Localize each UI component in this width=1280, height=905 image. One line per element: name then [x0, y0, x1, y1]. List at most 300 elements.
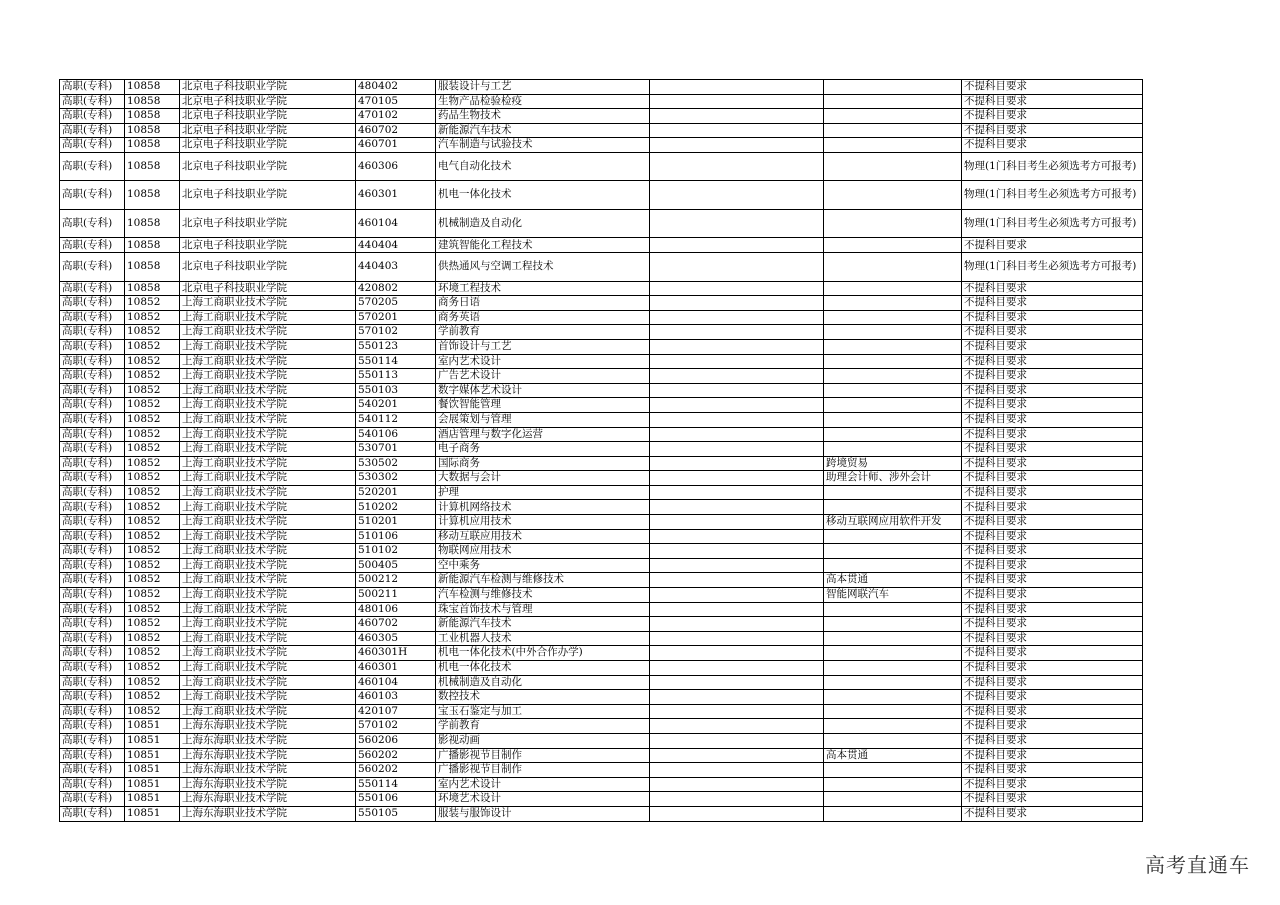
- note-cell: [650, 792, 824, 807]
- level-cell: 高职(专科): [60, 109, 125, 124]
- direction-cell: [824, 383, 962, 398]
- school-code-cell: 10852: [125, 646, 180, 661]
- note-cell: [650, 325, 824, 340]
- direction-cell: [824, 412, 962, 427]
- school-code-cell: 10852: [125, 558, 180, 573]
- direction-cell: [824, 109, 962, 124]
- direction-cell: [824, 369, 962, 384]
- table-row: [60, 777, 1143, 792]
- major-name-cell: 新能源汽车技术: [436, 123, 650, 138]
- major-code-cell: 520201: [356, 485, 436, 500]
- school-name-cell: 上海东海职业技术学院: [180, 792, 356, 807]
- major-name-cell: 商务英语: [436, 310, 650, 325]
- direction-cell: 高本贯通: [824, 573, 962, 588]
- major-name-cell: 药品生物技术: [436, 109, 650, 124]
- school-name-cell: 北京电子科技职业学院: [180, 109, 356, 124]
- level-cell: 高职(专科): [60, 354, 125, 369]
- table-row: [60, 719, 1143, 734]
- subject-requirement-cell: 不提科目要求: [962, 748, 1143, 763]
- school-code-cell: 10858: [125, 253, 180, 282]
- subject-requirement-cell: 不提科目要求: [962, 544, 1143, 559]
- note-cell: [650, 529, 824, 544]
- major-name-cell: 学前教育: [436, 325, 650, 340]
- school-code-cell: 10852: [125, 529, 180, 544]
- table-row: [60, 412, 1143, 427]
- subject-requirement-cell: 不提科目要求: [962, 704, 1143, 719]
- note-cell: [650, 383, 824, 398]
- major-code-cell: 540106: [356, 427, 436, 442]
- school-name-cell: 上海工商职业技术学院: [180, 412, 356, 427]
- table-row: [60, 296, 1143, 311]
- table-row: [60, 138, 1143, 153]
- major-name-cell: 移动互联应用技术: [436, 529, 650, 544]
- subject-requirement-cell: 不提科目要求: [962, 690, 1143, 705]
- direction-cell: [824, 719, 962, 734]
- major-name-cell: 建筑智能化工程技术: [436, 238, 650, 253]
- school-code-cell: 10852: [125, 661, 180, 676]
- table-row: [60, 631, 1143, 646]
- level-cell: 高职(专科): [60, 573, 125, 588]
- table-row: [60, 253, 1143, 282]
- note-cell: [650, 777, 824, 792]
- school-name-cell: 上海工商职业技术学院: [180, 296, 356, 311]
- level-cell: 高职(专科): [60, 369, 125, 384]
- school-code-cell: 10858: [125, 281, 180, 296]
- school-name-cell: 上海工商职业技术学院: [180, 398, 356, 413]
- major-name-cell: 珠宝首饰技术与管理: [436, 602, 650, 617]
- direction-cell: 智能网联汽车: [824, 588, 962, 603]
- table-row: [60, 383, 1143, 398]
- table-row: [60, 588, 1143, 603]
- major-name-cell: 数字媒体艺术设计: [436, 383, 650, 398]
- level-cell: 高职(专科): [60, 500, 125, 515]
- table-row: [60, 763, 1143, 778]
- table-row: [60, 427, 1143, 442]
- school-name-cell: 上海工商职业技术学院: [180, 339, 356, 354]
- table-row: [60, 558, 1143, 573]
- school-name-cell: 上海东海职业技术学院: [180, 748, 356, 763]
- note-cell: [650, 500, 824, 515]
- school-name-cell: 上海工商职业技术学院: [180, 544, 356, 559]
- table-row: [60, 442, 1143, 457]
- direction-cell: [824, 354, 962, 369]
- school-name-cell: 上海工商职业技术学院: [180, 500, 356, 515]
- major-name-cell: 新能源汽车技术: [436, 617, 650, 632]
- major-code-cell: 510102: [356, 544, 436, 559]
- school-name-cell: 上海工商职业技术学院: [180, 529, 356, 544]
- level-cell: 高职(专科): [60, 383, 125, 398]
- subject-requirement-cell: 不提科目要求: [962, 763, 1143, 778]
- major-code-cell: 420802: [356, 281, 436, 296]
- major-name-cell: 餐饮智能管理: [436, 398, 650, 413]
- subject-requirement-cell: 不提科目要求: [962, 777, 1143, 792]
- major-code-cell: 550113: [356, 369, 436, 384]
- note-cell: [650, 456, 824, 471]
- table-row: [60, 602, 1143, 617]
- major-code-cell: 460301: [356, 661, 436, 676]
- major-code-cell: 570102: [356, 719, 436, 734]
- direction-cell: [824, 602, 962, 617]
- school-name-cell: 北京电子科技职业学院: [180, 281, 356, 296]
- note-cell: [650, 412, 824, 427]
- level-cell: 高职(专科): [60, 209, 125, 238]
- level-cell: 高职(专科): [60, 123, 125, 138]
- note-cell: [650, 471, 824, 486]
- school-name-cell: 上海工商职业技术学院: [180, 573, 356, 588]
- school-name-cell: 上海工商职业技术学院: [180, 515, 356, 530]
- major-code-cell: 550106: [356, 792, 436, 807]
- direction-cell: 移动互联网应用软件开发: [824, 515, 962, 530]
- major-name-cell: 电气自动化技术: [436, 152, 650, 181]
- level-cell: 高职(专科): [60, 763, 125, 778]
- major-code-cell: 550114: [356, 354, 436, 369]
- direction-cell: [824, 675, 962, 690]
- major-name-cell: 计算机应用技术: [436, 515, 650, 530]
- level-cell: 高职(专科): [60, 80, 125, 95]
- level-cell: 高职(专科): [60, 181, 125, 210]
- major-code-cell: 440404: [356, 238, 436, 253]
- school-code-cell: 10852: [125, 500, 180, 515]
- direction-cell: [824, 339, 962, 354]
- table-row: [60, 238, 1143, 253]
- note-cell: [650, 296, 824, 311]
- note-cell: [650, 719, 824, 734]
- subject-requirement-cell: 不提科目要求: [962, 515, 1143, 530]
- table-row: [60, 646, 1143, 661]
- note-cell: [650, 209, 824, 238]
- major-name-cell: 酒店管理与数字化运营: [436, 427, 650, 442]
- school-name-cell: 上海工商职业技术学院: [180, 442, 356, 457]
- subject-requirement-cell: 不提科目要求: [962, 325, 1143, 340]
- direction-cell: [824, 485, 962, 500]
- subject-requirement-cell: 不提科目要求: [962, 138, 1143, 153]
- subject-requirement-cell: 不提科目要求: [962, 588, 1143, 603]
- table-row: [60, 792, 1143, 807]
- major-name-cell: 服装设计与工艺: [436, 80, 650, 95]
- subject-requirement-cell: 不提科目要求: [962, 719, 1143, 734]
- direction-cell: [824, 558, 962, 573]
- level-cell: 高职(专科): [60, 442, 125, 457]
- subject-requirement-cell: 不提科目要求: [962, 354, 1143, 369]
- level-cell: 高职(专科): [60, 485, 125, 500]
- school-code-cell: 10852: [125, 690, 180, 705]
- subject-requirement-cell: 不提科目要求: [962, 281, 1143, 296]
- table-row: [60, 325, 1143, 340]
- major-name-cell: 室内艺术设计: [436, 777, 650, 792]
- school-name-cell: 上海工商职业技术学院: [180, 325, 356, 340]
- level-cell: 高职(专科): [60, 558, 125, 573]
- school-code-cell: 10852: [125, 427, 180, 442]
- major-code-cell: 510202: [356, 500, 436, 515]
- major-name-cell: 护理: [436, 485, 650, 500]
- major-name-cell: 机电一体化技术: [436, 661, 650, 676]
- school-name-cell: 北京电子科技职业学院: [180, 209, 356, 238]
- major-name-cell: 新能源汽车检测与维修技术: [436, 573, 650, 588]
- major-name-cell: 计算机网络技术: [436, 500, 650, 515]
- note-cell: [650, 253, 824, 282]
- major-name-cell: 电子商务: [436, 442, 650, 457]
- school-code-cell: 10852: [125, 442, 180, 457]
- school-name-cell: 上海工商职业技术学院: [180, 427, 356, 442]
- direction-cell: [824, 181, 962, 210]
- direction-cell: [824, 763, 962, 778]
- table-row: [60, 661, 1143, 676]
- subject-requirement-cell: 不提科目要求: [962, 456, 1143, 471]
- table-row: [60, 573, 1143, 588]
- school-name-cell: 上海工商职业技术学院: [180, 704, 356, 719]
- note-cell: [650, 339, 824, 354]
- note-cell: [650, 138, 824, 153]
- major-code-cell: 460306: [356, 152, 436, 181]
- school-code-cell: 10852: [125, 588, 180, 603]
- major-name-cell: 商务日语: [436, 296, 650, 311]
- school-code-cell: 10851: [125, 733, 180, 748]
- subject-requirement-cell: 不提科目要求: [962, 792, 1143, 807]
- note-cell: [650, 588, 824, 603]
- school-name-cell: 上海工商职业技术学院: [180, 456, 356, 471]
- school-name-cell: 上海工商职业技术学院: [180, 558, 356, 573]
- level-cell: 高职(专科): [60, 733, 125, 748]
- level-cell: 高职(专科): [60, 792, 125, 807]
- major-code-cell: 460305: [356, 631, 436, 646]
- table-row: [60, 471, 1143, 486]
- school-name-cell: 北京电子科技职业学院: [180, 181, 356, 210]
- school-name-cell: 上海工商职业技术学院: [180, 471, 356, 486]
- direction-cell: [824, 442, 962, 457]
- note-cell: [650, 515, 824, 530]
- subject-requirement-cell: 不提科目要求: [962, 675, 1143, 690]
- school-name-cell: 上海东海职业技术学院: [180, 777, 356, 792]
- school-name-cell: 上海工商职业技术学院: [180, 310, 356, 325]
- subject-requirement-cell: 不提科目要求: [962, 442, 1143, 457]
- school-code-cell: 10858: [125, 109, 180, 124]
- subject-requirement-cell: 不提科目要求: [962, 573, 1143, 588]
- note-cell: [650, 310, 824, 325]
- major-code-cell: 540201: [356, 398, 436, 413]
- note-cell: [650, 152, 824, 181]
- school-code-cell: 10851: [125, 719, 180, 734]
- direction-cell: [824, 631, 962, 646]
- school-name-cell: 北京电子科技职业学院: [180, 94, 356, 109]
- level-cell: 高职(专科): [60, 281, 125, 296]
- school-name-cell: 上海东海职业技术学院: [180, 763, 356, 778]
- note-cell: [650, 94, 824, 109]
- major-name-cell: 学前教育: [436, 719, 650, 734]
- level-cell: 高职(专科): [60, 471, 125, 486]
- table-row: [60, 281, 1143, 296]
- table-body: [60, 80, 1143, 822]
- note-cell: [650, 369, 824, 384]
- major-code-cell: 440403: [356, 253, 436, 282]
- major-code-cell: 560202: [356, 748, 436, 763]
- school-code-cell: 10851: [125, 763, 180, 778]
- subject-requirement-cell: 不提科目要求: [962, 806, 1143, 821]
- note-cell: [650, 181, 824, 210]
- subject-requirement-cell: 不提科目要求: [962, 617, 1143, 632]
- subject-requirement-cell: 不提科目要求: [962, 529, 1143, 544]
- note-cell: [650, 631, 824, 646]
- major-name-cell: 影视动画: [436, 733, 650, 748]
- watermark: 高考直通车: [1145, 853, 1250, 877]
- subject-requirement-cell: 物理(1门科目考生必须选考方可报考): [962, 253, 1143, 282]
- direction-cell: [824, 296, 962, 311]
- school-name-cell: 上海工商职业技术学院: [180, 354, 356, 369]
- subject-requirement-cell: 不提科目要求: [962, 646, 1143, 661]
- direction-cell: [824, 777, 962, 792]
- major-code-cell: 500212: [356, 573, 436, 588]
- school-name-cell: 北京电子科技职业学院: [180, 80, 356, 95]
- direction-cell: [824, 80, 962, 95]
- major-name-cell: 服装与服饰设计: [436, 806, 650, 821]
- level-cell: 高职(专科): [60, 152, 125, 181]
- school-code-cell: 10852: [125, 369, 180, 384]
- subject-requirement-cell: 不提科目要求: [962, 123, 1143, 138]
- note-cell: [650, 354, 824, 369]
- major-name-cell: 汽车制造与试验技术: [436, 138, 650, 153]
- table-row: [60, 123, 1143, 138]
- school-name-cell: 北京电子科技职业学院: [180, 123, 356, 138]
- level-cell: 高职(专科): [60, 617, 125, 632]
- direction-cell: [824, 617, 962, 632]
- table-row: [60, 310, 1143, 325]
- major-code-cell: 540112: [356, 412, 436, 427]
- major-code-cell: 510201: [356, 515, 436, 530]
- major-name-cell: 广播影视节目制作: [436, 748, 650, 763]
- note-cell: [650, 733, 824, 748]
- school-code-cell: 10852: [125, 515, 180, 530]
- subject-requirement-cell: 不提科目要求: [962, 500, 1143, 515]
- table-row: [60, 339, 1143, 354]
- subject-requirement-cell: 物理(1门科目考生必须选考方可报考): [962, 209, 1143, 238]
- direction-cell: 助理会计师、涉外会计: [824, 471, 962, 486]
- major-name-cell: 机械制造及自动化: [436, 209, 650, 238]
- direction-cell: [824, 733, 962, 748]
- subject-requirement-cell: 不提科目要求: [962, 339, 1143, 354]
- direction-cell: [824, 253, 962, 282]
- level-cell: 高职(专科): [60, 661, 125, 676]
- level-cell: 高职(专科): [60, 253, 125, 282]
- table-row: [60, 733, 1143, 748]
- major-name-cell: 首饰设计与工艺: [436, 339, 650, 354]
- subject-requirement-cell: 不提科目要求: [962, 109, 1143, 124]
- major-code-cell: 470105: [356, 94, 436, 109]
- note-cell: [650, 661, 824, 676]
- note-cell: [650, 427, 824, 442]
- major-name-cell: 国际商务: [436, 456, 650, 471]
- major-code-cell: 460702: [356, 617, 436, 632]
- direction-cell: [824, 500, 962, 515]
- school-name-cell: 上海工商职业技术学院: [180, 369, 356, 384]
- school-code-cell: 10858: [125, 80, 180, 95]
- school-name-cell: 上海工商职业技术学院: [180, 675, 356, 690]
- school-name-cell: 上海工商职业技术学院: [180, 646, 356, 661]
- subject-requirement-cell: 不提科目要求: [962, 602, 1143, 617]
- note-cell: [650, 573, 824, 588]
- major-code-cell: 460104: [356, 209, 436, 238]
- direction-cell: [824, 427, 962, 442]
- note-cell: [650, 646, 824, 661]
- major-name-cell: 机械制造及自动化: [436, 675, 650, 690]
- direction-cell: [824, 209, 962, 238]
- major-name-cell: 宝玉石鉴定与加工: [436, 704, 650, 719]
- table-row: [60, 80, 1143, 95]
- direction-cell: [824, 152, 962, 181]
- school-name-cell: 北京电子科技职业学院: [180, 253, 356, 282]
- major-code-cell: 510106: [356, 529, 436, 544]
- school-code-cell: 10852: [125, 471, 180, 486]
- subject-requirement-cell: 不提科目要求: [962, 427, 1143, 442]
- level-cell: 高职(专科): [60, 719, 125, 734]
- major-code-cell: 500211: [356, 588, 436, 603]
- note-cell: [650, 109, 824, 124]
- school-code-cell: 10858: [125, 94, 180, 109]
- table-row: [60, 354, 1143, 369]
- major-code-cell: 460301H: [356, 646, 436, 661]
- direction-cell: [824, 123, 962, 138]
- school-name-cell: 上海工商职业技术学院: [180, 661, 356, 676]
- school-code-cell: 10852: [125, 573, 180, 588]
- school-code-cell: 10852: [125, 631, 180, 646]
- school-code-cell: 10858: [125, 209, 180, 238]
- note-cell: [650, 675, 824, 690]
- table-row: [60, 181, 1143, 210]
- major-code-cell: 550103: [356, 383, 436, 398]
- table-row: [60, 456, 1143, 471]
- subject-requirement-cell: 不提科目要求: [962, 398, 1143, 413]
- note-cell: [650, 123, 824, 138]
- major-name-cell: 室内艺术设计: [436, 354, 650, 369]
- major-code-cell: 420107: [356, 704, 436, 719]
- major-code-cell: 530502: [356, 456, 436, 471]
- major-code-cell: 530302: [356, 471, 436, 486]
- level-cell: 高职(专科): [60, 238, 125, 253]
- school-code-cell: 10852: [125, 310, 180, 325]
- subject-requirement-cell: 不提科目要求: [962, 238, 1143, 253]
- table-row: [60, 109, 1143, 124]
- direction-cell: [824, 806, 962, 821]
- major-code-cell: 480402: [356, 80, 436, 95]
- major-name-cell: 环境工程技术: [436, 281, 650, 296]
- note-cell: [650, 544, 824, 559]
- table-row: [60, 94, 1143, 109]
- level-cell: 高职(专科): [60, 529, 125, 544]
- major-name-cell: 机电一体化技术(中外合作办学): [436, 646, 650, 661]
- level-cell: 高职(专科): [60, 748, 125, 763]
- note-cell: [650, 558, 824, 573]
- school-name-cell: 上海工商职业技术学院: [180, 485, 356, 500]
- major-name-cell: 会展策划与管理: [436, 412, 650, 427]
- note-cell: [650, 80, 824, 95]
- direction-cell: [824, 792, 962, 807]
- direction-cell: [824, 281, 962, 296]
- major-code-cell: 570102: [356, 325, 436, 340]
- subject-requirement-cell: 不提科目要求: [962, 412, 1143, 427]
- direction-cell: 跨境贸易: [824, 456, 962, 471]
- note-cell: [650, 398, 824, 413]
- level-cell: 高职(专科): [60, 296, 125, 311]
- table-row: [60, 485, 1143, 500]
- level-cell: 高职(专科): [60, 588, 125, 603]
- school-code-cell: 10852: [125, 675, 180, 690]
- major-code-cell: 460104: [356, 675, 436, 690]
- school-code-cell: 10851: [125, 748, 180, 763]
- table-row: [60, 704, 1143, 719]
- major-name-cell: 汽车检测与维修技术: [436, 588, 650, 603]
- major-name-cell: 广播影视节目制作: [436, 763, 650, 778]
- school-code-cell: 10852: [125, 412, 180, 427]
- school-code-cell: 10852: [125, 544, 180, 559]
- subject-requirement-cell: 不提科目要求: [962, 471, 1143, 486]
